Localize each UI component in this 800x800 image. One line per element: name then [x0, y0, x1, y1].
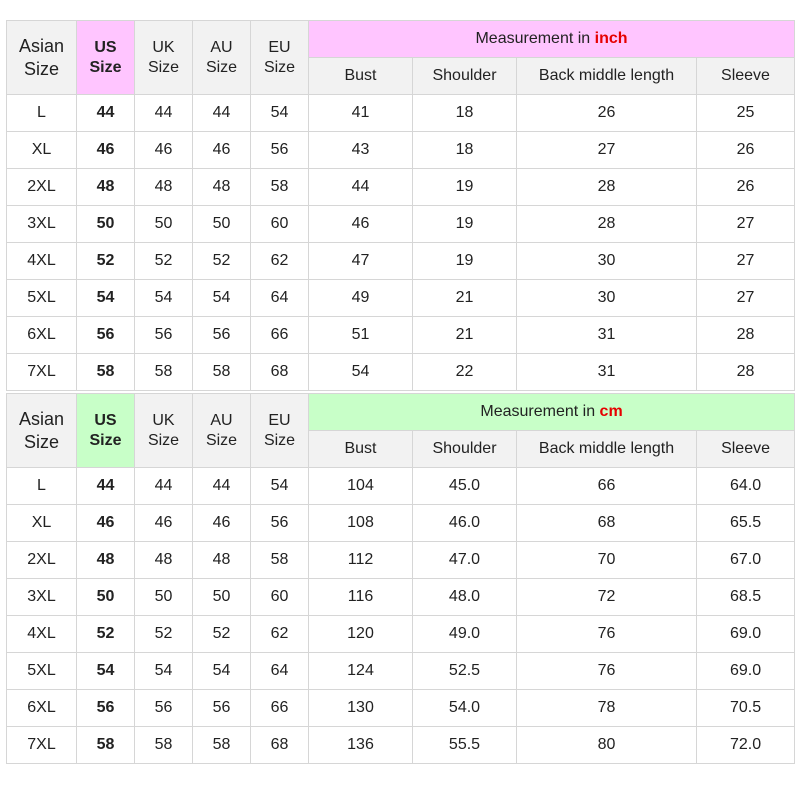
- bust-cell: 41: [309, 95, 413, 132]
- uk-size-cell: 48: [135, 169, 193, 206]
- header-row: [7, 394, 795, 431]
- eu-size-cell: 64: [251, 280, 309, 317]
- us-size-cell: 54: [77, 653, 135, 690]
- eu-size-cell: 68: [251, 727, 309, 764]
- eu-size-cell: 54: [251, 95, 309, 132]
- us-size-cell: 48: [77, 542, 135, 579]
- sleeve-header: Sleeve: [697, 431, 795, 468]
- back-length-header: Back middle length: [517, 58, 697, 95]
- au-size-header: AU Size: [193, 394, 251, 468]
- uk-size-cell: 56: [135, 690, 193, 727]
- asian-size-cell: 4XL: [7, 243, 77, 280]
- bust-cell: 54: [309, 354, 413, 391]
- table-row: [7, 280, 795, 317]
- uk-size-cell: 54: [135, 653, 193, 690]
- us-size-cell: 46: [77, 132, 135, 169]
- shoulder-cell: 45.0: [413, 468, 517, 505]
- bust-cell: 43: [309, 132, 413, 169]
- bust-header: Bust: [309, 58, 413, 95]
- asian-size-cell: 5XL: [7, 653, 77, 690]
- uk-size-cell: 52: [135, 243, 193, 280]
- back-length-cell: 66: [517, 468, 697, 505]
- asian-size-cell: L: [7, 468, 77, 505]
- us-size-cell: 56: [77, 317, 135, 354]
- uk-size-cell: 58: [135, 727, 193, 764]
- table-row: [7, 653, 795, 690]
- eu-size-header: EU Size: [251, 21, 309, 95]
- back-length-cell: 26: [517, 95, 697, 132]
- au-size-cell: 46: [193, 505, 251, 542]
- bust-cell: 104: [309, 468, 413, 505]
- eu-size-cell: 64: [251, 653, 309, 690]
- eu-size-cell: 60: [251, 579, 309, 616]
- table-row: [7, 579, 795, 616]
- unit-label: cm: [599, 403, 623, 420]
- au-size-cell: 56: [193, 317, 251, 354]
- uk-size-cell: 46: [135, 505, 193, 542]
- sleeve-header: Sleeve: [697, 58, 795, 95]
- back-length-cell: 28: [517, 169, 697, 206]
- table-row: [7, 505, 795, 542]
- shoulder-cell: 21: [413, 280, 517, 317]
- asian-size-cell: 6XL: [7, 690, 77, 727]
- shoulder-cell: 46.0: [413, 505, 517, 542]
- shoulder-cell: 55.5: [413, 727, 517, 764]
- back-length-cell: 31: [517, 317, 697, 354]
- us-size-cell: 44: [77, 95, 135, 132]
- shoulder-cell: 19: [413, 206, 517, 243]
- uk-size-cell: 56: [135, 317, 193, 354]
- sleeve-cell: 27: [697, 206, 795, 243]
- bust-cell: 136: [309, 727, 413, 764]
- uk-size-cell: 52: [135, 616, 193, 653]
- bust-cell: 51: [309, 317, 413, 354]
- sleeve-cell: 72.0: [697, 727, 795, 764]
- uk-size-cell: 54: [135, 280, 193, 317]
- bust-cell: 46: [309, 206, 413, 243]
- asian-size-cell: 7XL: [7, 354, 77, 391]
- us-size-cell: 58: [77, 354, 135, 391]
- asian-size-cell: 6XL: [7, 317, 77, 354]
- back-length-cell: 30: [517, 243, 697, 280]
- us-size-cell: 58: [77, 727, 135, 764]
- us-size-cell: 50: [77, 579, 135, 616]
- au-size-cell: 58: [193, 354, 251, 391]
- bust-cell: 108: [309, 505, 413, 542]
- sleeve-cell: 27: [697, 280, 795, 317]
- eu-size-cell: 56: [251, 132, 309, 169]
- back-length-cell: 30: [517, 280, 697, 317]
- uk-size-cell: 58: [135, 354, 193, 391]
- asian-size-cell: L: [7, 95, 77, 132]
- au-size-cell: 56: [193, 690, 251, 727]
- bust-cell: 49: [309, 280, 413, 317]
- us-size-cell: 56: [77, 690, 135, 727]
- us-size-cell: 50: [77, 206, 135, 243]
- table-row: [7, 727, 795, 764]
- bust-cell: 47: [309, 243, 413, 280]
- uk-size-cell: 44: [135, 468, 193, 505]
- shoulder-cell: 49.0: [413, 616, 517, 653]
- table-row: [7, 690, 795, 727]
- asian-size-cell: 3XL: [7, 579, 77, 616]
- sleeve-cell: 27: [697, 243, 795, 280]
- table-row: [7, 95, 795, 132]
- au-size-cell: 54: [193, 653, 251, 690]
- table-row: [7, 354, 795, 391]
- back-length-cell: 76: [517, 616, 697, 653]
- asian-size-cell: XL: [7, 132, 77, 169]
- eu-size-cell: 62: [251, 243, 309, 280]
- eu-size-cell: 62: [251, 616, 309, 653]
- back-length-cell: 78: [517, 690, 697, 727]
- eu-size-header: EU Size: [251, 394, 309, 468]
- uk-size-cell: 46: [135, 132, 193, 169]
- sleeve-cell: 25: [697, 95, 795, 132]
- measurement-inch-header: Measurement in inch: [309, 21, 795, 58]
- sleeve-cell: 64.0: [697, 468, 795, 505]
- au-size-header: AU Size: [193, 21, 251, 95]
- size-chart-cm: [6, 393, 795, 764]
- back-length-cell: 31: [517, 354, 697, 391]
- shoulder-header: Shoulder: [413, 58, 517, 95]
- bust-header: Bust: [309, 431, 413, 468]
- uk-size-cell: 44: [135, 95, 193, 132]
- eu-size-cell: 68: [251, 354, 309, 391]
- table-row: [7, 132, 795, 169]
- table-row: [7, 206, 795, 243]
- cm-table-body: [7, 394, 795, 764]
- back-length-cell: 68: [517, 505, 697, 542]
- uk-size-cell: 48: [135, 542, 193, 579]
- measurement-cm-header: Measurement in cm: [309, 394, 795, 431]
- back-length-cell: 72: [517, 579, 697, 616]
- eu-size-cell: 58: [251, 542, 309, 579]
- shoulder-cell: 22: [413, 354, 517, 391]
- sleeve-cell: 69.0: [697, 653, 795, 690]
- sleeve-cell: 28: [697, 354, 795, 391]
- au-size-cell: 54: [193, 280, 251, 317]
- asian-size-cell: 4XL: [7, 616, 77, 653]
- header-row: [7, 21, 795, 58]
- bust-cell: 112: [309, 542, 413, 579]
- us-size-cell: 52: [77, 243, 135, 280]
- table-row: [7, 542, 795, 579]
- eu-size-cell: 56: [251, 505, 309, 542]
- au-size-cell: 50: [193, 579, 251, 616]
- au-size-cell: 46: [193, 132, 251, 169]
- eu-size-cell: 58: [251, 169, 309, 206]
- us-size-header: US Size: [77, 394, 135, 468]
- asian-size-cell: 7XL: [7, 727, 77, 764]
- us-size-header: US Size: [77, 21, 135, 95]
- table-row: [7, 616, 795, 653]
- sleeve-cell: 28: [697, 317, 795, 354]
- sleeve-cell: 69.0: [697, 616, 795, 653]
- uk-size-cell: 50: [135, 579, 193, 616]
- back-length-cell: 76: [517, 653, 697, 690]
- uk-size-cell: 50: [135, 206, 193, 243]
- au-size-cell: 52: [193, 243, 251, 280]
- shoulder-cell: 21: [413, 317, 517, 354]
- asian-size-cell: 2XL: [7, 169, 77, 206]
- back-length-cell: 80: [517, 727, 697, 764]
- shoulder-header: Shoulder: [413, 431, 517, 468]
- au-size-cell: 58: [193, 727, 251, 764]
- au-size-cell: 44: [193, 468, 251, 505]
- us-size-cell: 44: [77, 468, 135, 505]
- back-length-cell: 70: [517, 542, 697, 579]
- sleeve-cell: 67.0: [697, 542, 795, 579]
- us-size-cell: 46: [77, 505, 135, 542]
- sleeve-cell: 65.5: [697, 505, 795, 542]
- bust-cell: 44: [309, 169, 413, 206]
- us-size-cell: 54: [77, 280, 135, 317]
- us-size-cell: 48: [77, 169, 135, 206]
- sleeve-cell: 26: [697, 169, 795, 206]
- sleeve-cell: 70.5: [697, 690, 795, 727]
- au-size-cell: 44: [193, 95, 251, 132]
- shoulder-cell: 19: [413, 243, 517, 280]
- eu-size-cell: 66: [251, 690, 309, 727]
- table-row: [7, 317, 795, 354]
- back-length-header: Back middle length: [517, 431, 697, 468]
- table-row: [7, 468, 795, 505]
- sleeve-cell: 68.5: [697, 579, 795, 616]
- bust-cell: 120: [309, 616, 413, 653]
- shoulder-cell: 52.5: [413, 653, 517, 690]
- unit-label: inch: [594, 30, 628, 47]
- au-size-cell: 48: [193, 169, 251, 206]
- eu-size-cell: 66: [251, 317, 309, 354]
- shoulder-cell: 18: [413, 132, 517, 169]
- shoulder-cell: 19: [413, 169, 517, 206]
- bust-cell: 130: [309, 690, 413, 727]
- back-length-cell: 28: [517, 206, 697, 243]
- shoulder-cell: 54.0: [413, 690, 517, 727]
- asian-size-header: Asian Size: [7, 21, 77, 95]
- table-row: [7, 243, 795, 280]
- au-size-cell: 52: [193, 616, 251, 653]
- sleeve-cell: 26: [697, 132, 795, 169]
- shoulder-cell: 47.0: [413, 542, 517, 579]
- asian-size-cell: 2XL: [7, 542, 77, 579]
- size-chart-inch: [6, 20, 795, 391]
- eu-size-cell: 60: [251, 206, 309, 243]
- asian-size-cell: 5XL: [7, 280, 77, 317]
- shoulder-cell: 18: [413, 95, 517, 132]
- asian-size-header: Asian Size: [7, 394, 77, 468]
- asian-size-cell: XL: [7, 505, 77, 542]
- shoulder-cell: 48.0: [413, 579, 517, 616]
- bust-cell: 116: [309, 579, 413, 616]
- us-size-cell: 52: [77, 616, 135, 653]
- back-length-cell: 27: [517, 132, 697, 169]
- inch-table-body: [7, 21, 795, 391]
- uk-size-header: UK Size: [135, 21, 193, 95]
- table-row: [7, 169, 795, 206]
- uk-size-header: UK Size: [135, 394, 193, 468]
- au-size-cell: 50: [193, 206, 251, 243]
- au-size-cell: 48: [193, 542, 251, 579]
- asian-size-cell: 3XL: [7, 206, 77, 243]
- bust-cell: 124: [309, 653, 413, 690]
- eu-size-cell: 54: [251, 468, 309, 505]
